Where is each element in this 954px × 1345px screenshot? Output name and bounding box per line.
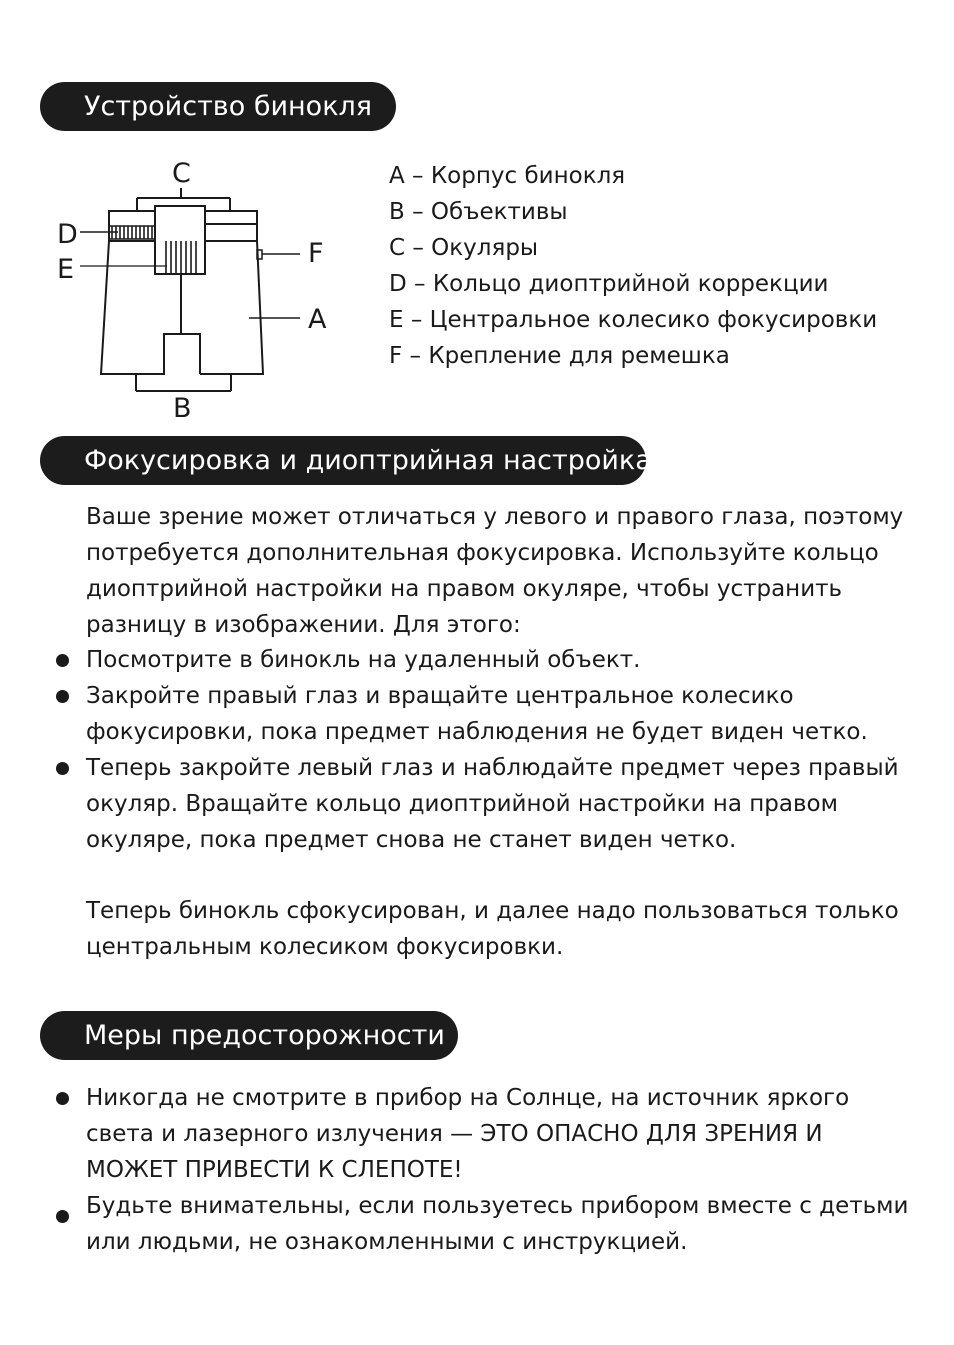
legend-item-c: C – Окуляры bbox=[389, 235, 539, 261]
bullet-icon bbox=[56, 762, 69, 775]
legend-item-a: A – Корпус бинокля bbox=[389, 163, 626, 189]
diagram-label-a: A bbox=[308, 304, 327, 335]
step-text: Теперь закройте левый глаз и наблюдайте предмет через правый окуляр. Вращайте кольцо диоптрийной настройки на правом окуляре, пока предмет снова не станет виден четко. bbox=[86, 755, 899, 853]
diagram-label-d: D bbox=[57, 219, 78, 250]
list-item bbox=[86, 1080, 916, 1188]
focus-outro: Теперь бинокль сфокусирован, и далее надо пользоваться только центральным колесиком фокусировки. bbox=[86, 898, 899, 960]
focus-intro: Ваше зрение может отличаться у левого и правого глаза, поэтому потребуется дополнительная фокусировка. Используйте кольцо диоптрийной настройки на правом окуляре, чтобы устранить разницу в изображении. Для этого: bbox=[86, 504, 904, 638]
section-title-safety: Меры предосторожности bbox=[40, 1011, 458, 1060]
diagram-label-f: F bbox=[308, 238, 324, 269]
bullet-icon bbox=[56, 1092, 69, 1105]
binocular-diagram bbox=[40, 150, 340, 430]
list-item bbox=[86, 642, 916, 678]
diagram-label-c: C bbox=[172, 158, 191, 189]
safety-text: Будьте внимательны, если пользуетесь прибором вместе с детьми или людьми, не ознакомленными с инструкцией. bbox=[86, 1193, 909, 1255]
section-title-device: Устройство бинокля bbox=[40, 82, 396, 131]
bullet-icon bbox=[56, 654, 69, 667]
list-item bbox=[86, 750, 916, 858]
safety-list bbox=[86, 1080, 916, 1260]
legend-item-e: E – Центральное колесико фокусировки bbox=[389, 307, 878, 333]
list-item bbox=[86, 1188, 916, 1260]
bullet-icon bbox=[56, 1210, 69, 1223]
focus-steps bbox=[86, 642, 916, 858]
step-text: Посмотрите в бинокль на удаленный объект. bbox=[86, 647, 641, 673]
legend-item-f: F – Крепление для ремешка bbox=[389, 343, 730, 369]
legend-item-d: D – Кольцо диоптрийной коррекции bbox=[389, 271, 829, 297]
diagram-label-b: B bbox=[173, 393, 192, 424]
parts-legend bbox=[389, 158, 877, 374]
section-title-focus: Фокусировка и диоптрийная настройка bbox=[40, 436, 646, 485]
list-item bbox=[86, 678, 916, 750]
bullet-icon bbox=[56, 690, 69, 703]
step-text: Закройте правый глаз и вращайте центральное колесико фокусировки, пока предмет наблюдения не будет виден четко. bbox=[86, 683, 868, 745]
diagram-label-e: E bbox=[57, 254, 75, 285]
safety-text: Никогда не смотрите в прибор на Солнце, на источник яркого света и лазерного излучения — ЭТО ОПАСНО ДЛЯ ЗРЕНИЯ И МОЖЕТ ПРИВЕСТИ К СЛЕПОТЕ! bbox=[86, 1085, 850, 1183]
legend-item-b: B – Объективы bbox=[389, 199, 568, 225]
